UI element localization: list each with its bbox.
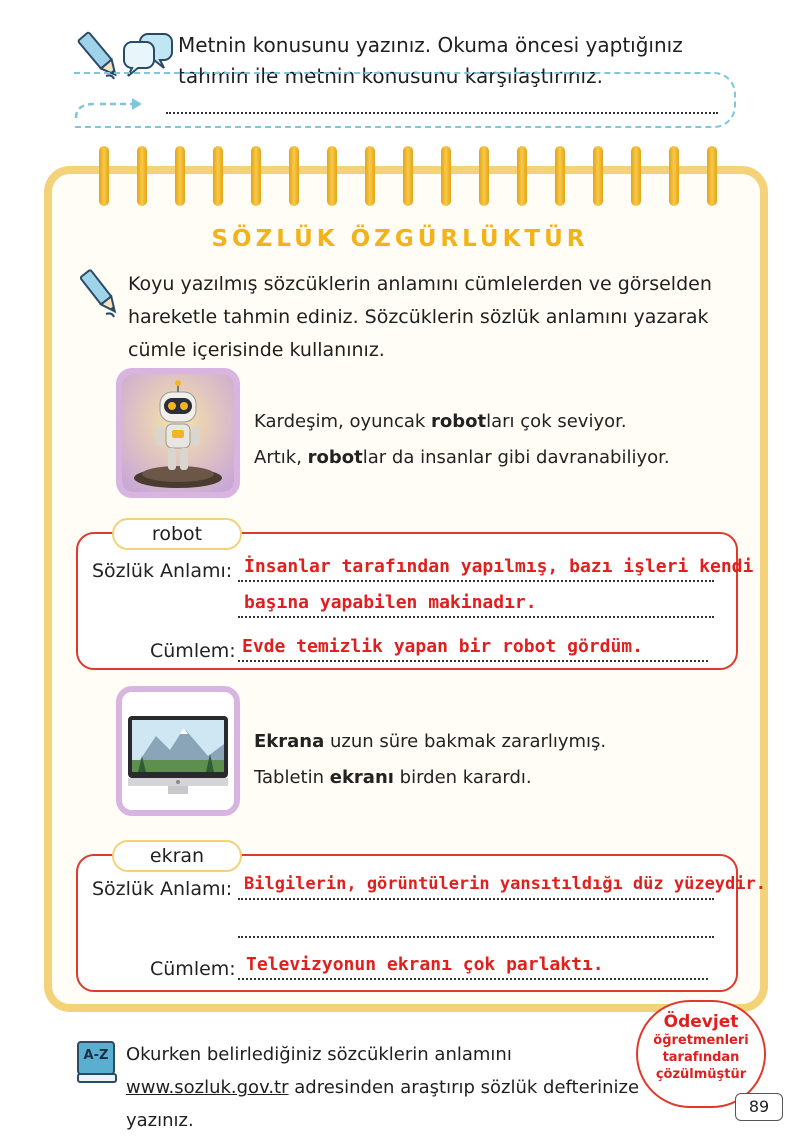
example-sentence: Tabletin ekranı birden karardı. bbox=[254, 767, 532, 788]
stamp-line: öğretmenleri bbox=[653, 1033, 749, 1048]
answer-line[interactable] bbox=[166, 112, 718, 114]
monitor-image bbox=[116, 686, 240, 816]
answer-line[interactable] bbox=[238, 898, 714, 900]
example-sentence: Kardeşim, oyuncak robotları çok seviyor. bbox=[254, 411, 627, 432]
section-title: SÖZLÜK ÖZGÜRLÜKTÜR bbox=[211, 226, 589, 252]
notebook-ring bbox=[99, 146, 109, 206]
notebook-ring bbox=[175, 146, 185, 206]
footer-text: Okurken belirlediğiniz sözcüklerin anlamını www.sozluk.gov.tr adresinden araştırıp sözlük defterinize yazınız. bbox=[126, 1044, 640, 1131]
answer-line[interactable] bbox=[238, 660, 708, 662]
notebook-ring bbox=[555, 146, 565, 206]
stamp-brand: Ödevjet bbox=[663, 1012, 739, 1032]
notebook-ring bbox=[327, 146, 337, 206]
book-icon-label: A-Z bbox=[83, 1048, 109, 1063]
dictionary-label: Sözlük Anlamı: bbox=[92, 560, 233, 582]
example-sentence: Ekrana uzun süre bakmak zararlıymış. bbox=[254, 731, 607, 752]
notebook-ring bbox=[213, 146, 223, 206]
notebook-ring bbox=[479, 146, 489, 206]
notebook-ring bbox=[137, 146, 147, 206]
example-sentence: Artık, robotlar da insanlar gibi davranabiliyor. bbox=[254, 447, 670, 468]
notebook-ring bbox=[593, 146, 603, 206]
word-tag-robot: robot bbox=[112, 518, 242, 550]
odevjet-stamp bbox=[636, 1000, 766, 1108]
dictionary-label: Sözlük Anlamı: bbox=[92, 878, 233, 900]
notebook-ring bbox=[631, 146, 641, 206]
example-sentences-robot bbox=[254, 404, 694, 476]
answer-line[interactable] bbox=[238, 580, 714, 582]
stamp-line: tarafından bbox=[662, 1050, 740, 1065]
sentence-answer: Televizyonun ekranı çok parlaktı. bbox=[246, 954, 604, 975]
question-text: Metnin konusunu yazınız. Okuma öncesi yaptığınız tahmin ile metnin konusunu karşılaştırınız. bbox=[178, 33, 683, 88]
notebook-ring bbox=[517, 146, 527, 206]
word-tag-ekran: ekran bbox=[112, 840, 242, 872]
answer-frame bbox=[74, 72, 736, 128]
notebook-ring bbox=[707, 146, 717, 206]
notebook-ring bbox=[441, 146, 451, 206]
robot-image bbox=[116, 368, 240, 498]
sozluk-link[interactable]: www.sozluk.gov.tr bbox=[126, 1077, 289, 1098]
notebook-ring bbox=[289, 146, 299, 206]
sentence-answer: Evde temizlik yapan bir robot gördüm. bbox=[242, 636, 643, 657]
dictionary-answer-line1: Bilgilerin, görüntülerin yansıtıldığı düz yüzeydir. bbox=[244, 874, 766, 894]
pencil-icon bbox=[80, 264, 122, 322]
dictionary-answer-line1: İnsanlar tarafından yapılmış, bazı işleri kendi bbox=[244, 556, 754, 577]
notebook-ring bbox=[365, 146, 375, 206]
instruction-text: Koyu yazılmış sözcüklerin anlamını cümlelerden ve görselden hareketle tahmin ediniz. Sözcüklerin sözlük anlamını yazarak cümle içerisinde kullanınız. bbox=[128, 273, 712, 361]
notebook-ring bbox=[251, 146, 261, 206]
sentence-label: Cümlem: bbox=[150, 640, 236, 662]
notebook-ring bbox=[403, 146, 413, 206]
dictionary-book-icon bbox=[76, 1040, 118, 1084]
sentence-label: Cümlem: bbox=[150, 958, 236, 980]
dictionary-answer-line2: başına yapabilen makinadır. bbox=[244, 592, 537, 613]
answer-line[interactable] bbox=[238, 936, 714, 938]
answer-line[interactable] bbox=[238, 616, 714, 618]
answer-line[interactable] bbox=[238, 978, 708, 980]
arrow-right-icon bbox=[74, 92, 144, 132]
page-number: 89 bbox=[735, 1093, 783, 1121]
stamp-line: çözülmüştür bbox=[655, 1067, 747, 1082]
notebook-ring bbox=[669, 146, 679, 206]
example-sentences-ekran bbox=[254, 724, 694, 796]
